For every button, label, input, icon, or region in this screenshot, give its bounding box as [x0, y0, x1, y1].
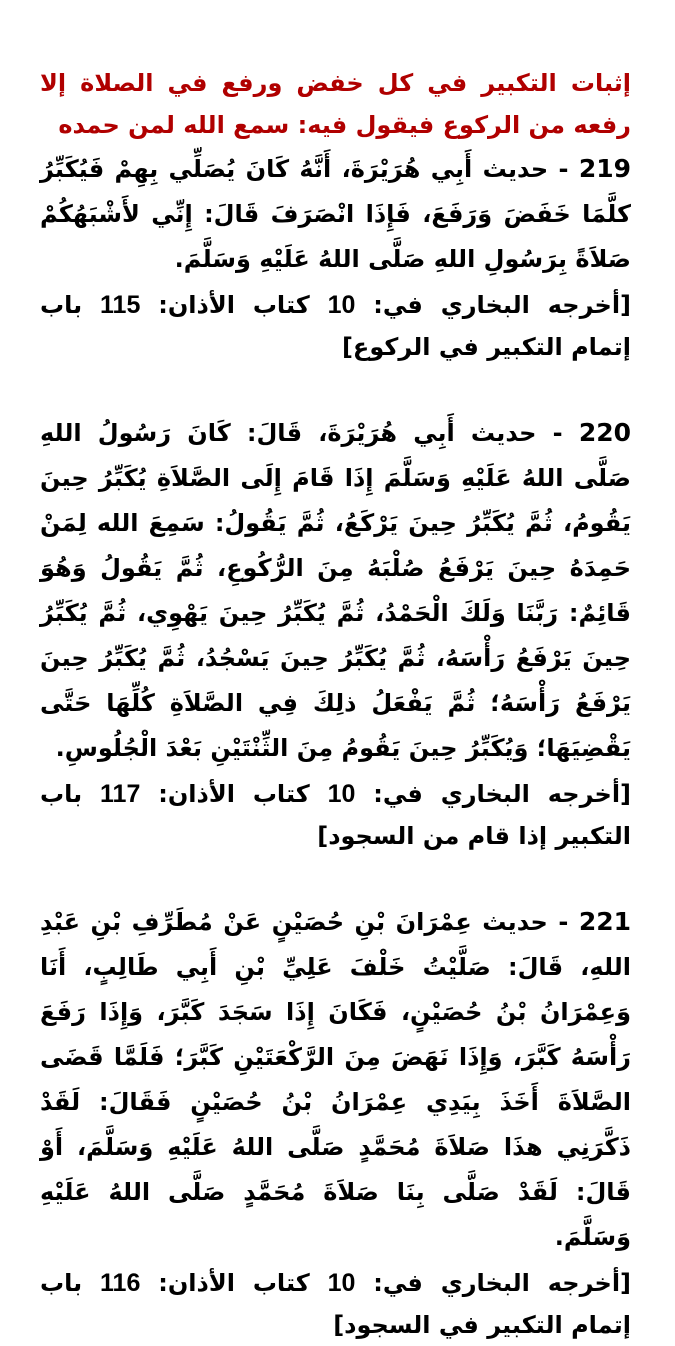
- hadith-number: 220: [578, 418, 631, 447]
- hadith-reference: [40, 773, 631, 857]
- ref-book: كتاب الأذان:: [140, 780, 328, 808]
- hadith-dash: -: [547, 908, 579, 936]
- hadith-body: [40, 410, 631, 771]
- chapter-title: إثبات التكبير في كل خفض ورفع في الصلاة إلا رفعه من الركوع فيقول فيه: سمع الله لمن حمده: [40, 69, 631, 139]
- ref-bab: باب إتمام التكبير في الركوع]: [40, 291, 631, 361]
- ref-book: كتاب الأذان:: [140, 1269, 328, 1297]
- ref-book-number: 10: [327, 291, 356, 319]
- ref-bab: باب إتمام التكبير في السجود]: [40, 1269, 631, 1339]
- section-gap: [40, 857, 631, 899]
- hadith-reference: [40, 1262, 631, 1346]
- hadith-reference: [40, 284, 631, 368]
- ref-bab-number: 115: [100, 291, 141, 319]
- hadith-body: [40, 146, 631, 282]
- ref-book-number: 10: [327, 780, 356, 808]
- ref-prefix: [أخرجه البخاري في:: [355, 1269, 632, 1297]
- hadith-body: [40, 899, 631, 1260]
- hadith-number: 219: [578, 154, 631, 183]
- hadith-dash: -: [536, 419, 579, 447]
- ref-prefix: [أخرجه البخاري في:: [355, 291, 632, 319]
- ref-bab: باب التكبير إذا قام من السجود]: [40, 780, 631, 850]
- hadith-text: حديث أَبِي هُرَيْرَةَ، أَنَّهُ كَانَ يُصَلِّي بِهِمْ فَيُكَبِّرُ كلَّمَا خَفَضَ وَرَفَعَ، فَإِذَا انْصَرَفَ قَالَ: إِنِّي لأَشْبَهُكُمْ صَلاَةً بِرَسُولِ اللهِ صَلَّى اللهُ عَلَيْهِ وَسَلَّمَ.: [40, 155, 631, 273]
- hadith-221: [40, 899, 631, 1346]
- ref-bab-number: 117: [100, 780, 141, 808]
- hadith-dash: -: [548, 155, 579, 183]
- ref-book: كتاب الأذان:: [140, 291, 328, 319]
- ref-prefix: [أخرجه البخاري في:: [355, 780, 632, 808]
- hadith-220: [40, 410, 631, 857]
- ref-bab-number: 116: [100, 1269, 141, 1297]
- section-gap: [40, 368, 631, 410]
- ref-book-number: 10: [327, 1269, 356, 1297]
- hadith-text: حديث أَبِي هُرَيْرَةَ، قَالَ: كَانَ رَسُولُ اللهِ صَلَّى اللهُ عَلَيْهِ وَسَلَّمَ إِذَا قَامَ إِلَى الصَّلاَةِ يُكَبِّرُ حِينَ يَقُومُ، ثُمَّ يُكَبِّرُ حِينَ يَرْكَعُ، ثُمَّ يَقُولُ: سَمِعَ الله لِمَنْ حَمِدَهُ حِينَ يَرْفَعُ صُلْبَهُ مِنَ الرُّكُوعِ، ثُمَّ يَقُولُ وَهُوَ قَائِمٌ: رَبَّنَا وَلَكَ الْحَمْدُ، ثُمَّ يُكَبِّرُ حِينَ يَهْوِي، ثُمَّ يُكَبِّرُ حِينَ يَرْفَعُ رَأْسَهُ، ثُمَّ يُكَبِّرُ حِينَ يَسْجُدُ، ثُمَّ يُكَبِّرُ حِينَ يَرْفَعُ رَأْسَهُ؛ ثُمَّ يَفْعَلُ ذلِكَ فِي الصَّلاَةِ كُلِّهَا حَتَّى يَقْضِيَهَا؛ وَيُكَبِّرُ حِينَ يَقُومُ مِنَ الثِّنْتَيْنِ بَعْدَ الْجُلُوسِ.: [40, 419, 631, 762]
- hadith-219: [40, 146, 631, 368]
- hadith-text: حديث عِمْرَانَ بْنِ حُصَيْنٍ عَنْ مُطَرِّفِ بْنِ عَبْدِ اللهِ، قَالَ: صَلَّيْتُ خَلْفَ عَلِيِّ بْنِ أَبِي طَالِبٍ، أَنَا وَعِمْرَانُ بْنُ حُصَيْنٍ، فَكَانَ إِذَا سَجَدَ كَبَّرَ، وَإِذَا رَفَعَ رَأْسَهُ كَبَّرَ، وَإِذَا نَهَضَ مِنَ الرَّكْعَتَيْنِ كَبَّرَ؛ فَلَمَّا قَضَى الصَّلاَةَ أَخَذَ بِيَدِي عِمْرَانُ بْنُ حُصَيْنٍ فَقَالَ: لَقَدْ ذَكَّرَنِي هذَا صَلاَةَ مُحَمَّدٍ صَلَّى اللهُ عَلَيْهِ وَسَلَّمَ، أَوْ قَالَ: لَقَدْ صَلَّى بِنَا صَلاَةَ مُحَمَّدٍ صَلَّى اللهُ عَلَيْهِ وَسَلَّمَ.: [40, 908, 631, 1251]
- hadith-number: 221: [578, 907, 632, 936]
